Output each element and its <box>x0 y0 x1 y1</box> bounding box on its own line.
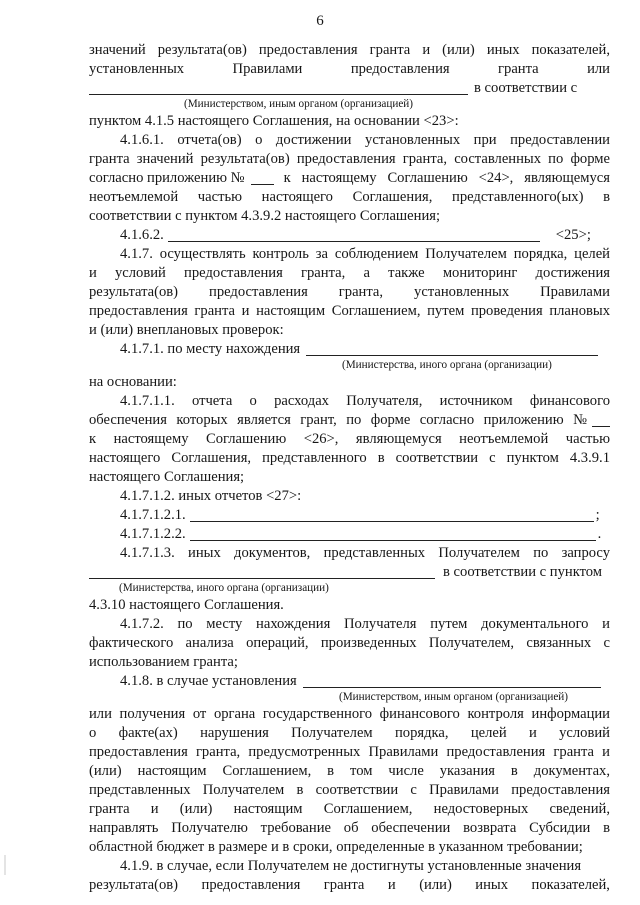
blank-field[interactable] <box>190 527 596 541</box>
text-fragment: 4.1.7.1.2.2. <box>120 526 186 542</box>
text-line: на основании: <box>89 374 177 390</box>
blank-field[interactable] <box>168 228 540 242</box>
text-line <box>89 283 610 302</box>
text-line: настоящего Соглашения; <box>89 469 245 485</box>
text-line: фактического анализа операций, произведенных Получателем, связанных с <box>89 635 610 651</box>
text-fragment: ; <box>595 507 600 523</box>
text-fragment: 4.1.8. в случае установления <box>120 673 297 689</box>
word: иных <box>475 877 509 893</box>
field-caption: (Министерства, иного органа (организации) <box>119 582 329 594</box>
word: предоставления <box>350 61 450 77</box>
text-line: 4.1.7.2. по месту нахождения Получателя путем документального и <box>120 616 610 632</box>
text-fragment: к настоящему Соглашению <24>, являющемуся <box>283 170 610 186</box>
word: (или) <box>419 877 452 893</box>
text-line: использованием гранта; <box>89 654 238 670</box>
text-line: 4.1.7. осуществлять контроль за соблюдением Получателем порядка, целей <box>120 246 610 262</box>
text-fragment: обеспечения которых является грант, по форме согласно приложению № <box>89 412 587 428</box>
text-line: к настоящему Соглашению <26>, являющемуся неотъемлемой частью <box>89 431 610 447</box>
text-line: и условий предоставления гранта, а также мониторинг достижения <box>89 265 610 281</box>
text-fragment: 4.1.6.2. <box>120 227 164 243</box>
field-caption: (Министерством, иным органом (организацией) <box>339 691 568 703</box>
text-fragment: 4.1.7.1. по месту нахождения <box>120 341 301 357</box>
text-line: настоящего Соглашения, представленного в соответствии с пунктом 4.3.9.1 <box>89 450 610 466</box>
word: предоставления <box>209 284 308 300</box>
field-caption: (Министерства, иного органа (организации) <box>342 359 552 371</box>
text-fragment: <25>; <box>555 227 591 243</box>
text-line <box>89 60 610 79</box>
text-line: 4.1.6.1. отчета(ов) о достижении установленных при предоставлении <box>120 132 610 148</box>
blank-field[interactable] <box>89 565 435 579</box>
blank-field[interactable] <box>190 508 594 522</box>
text-line: предоставления гранта и настоящим Соглашением, путем проведения плановых <box>89 303 610 319</box>
word: установленных <box>414 284 510 300</box>
text-line: (или) настоящим Соглашением, в том числе указания в документах, <box>89 763 610 779</box>
text-line: представленных Получателем в соответствии с Правилами предоставления <box>89 782 610 798</box>
text-line <box>89 506 610 525</box>
blank-field[interactable] <box>251 171 274 185</box>
word: Правилами <box>232 61 303 77</box>
text-line: гранта значений результата(ов) предоставления гранта, составленных по форме <box>89 151 610 167</box>
text-fragment: 4.1.7.1.2.1. <box>120 507 186 523</box>
text-line: предоставления гранта, предусмотренных Правилами предоставления гранта и <box>89 744 610 760</box>
text-line: 4.1.9. в случае, если Получателем не достигнуты установленные значения <box>120 858 582 874</box>
text-line: гранта и (или) настоящим Соглашением, недостоверных сведений, <box>89 801 610 817</box>
text-fragment: в соответствии с пунктом <box>443 564 603 580</box>
text-line <box>89 525 610 544</box>
word: гранта <box>498 61 539 77</box>
text-line: соответствии с пунктом 4.3.9.2 настоящего Соглашения; <box>89 208 441 224</box>
text-line <box>89 79 610 98</box>
word: результата(ов) <box>89 284 179 300</box>
word: показателей, <box>531 877 610 893</box>
page-number: 6 <box>316 13 324 29</box>
text-line <box>89 169 610 188</box>
text-line: 4.1.7.1.2. иных отчетов <27>: <box>120 488 302 504</box>
text-line: и (или) внеплановых проверок: <box>89 322 284 338</box>
blank-field[interactable] <box>592 413 610 427</box>
text-line <box>89 672 610 691</box>
word: установленных <box>89 61 185 77</box>
text-line <box>89 876 610 895</box>
scan-edge-mark <box>4 855 6 875</box>
blank-field[interactable] <box>306 342 598 356</box>
text-fragment: в соответствии с <box>474 80 578 96</box>
text-line: о факте(ах) нарушения Получателем порядка, целей и условий <box>89 725 610 741</box>
blank-field[interactable] <box>89 81 468 95</box>
text-line: значений результата(ов) предоставления гранта и (или) иных показателей, <box>89 42 610 58</box>
word: предоставления <box>201 877 301 893</box>
blank-field[interactable] <box>303 674 601 688</box>
text-line: 4.1.7.1.1. отчета о расходах Получателя, источником финансового <box>120 393 610 409</box>
text-line: направлять Получателю требование об обеспечении возврата Субсидии в <box>89 820 610 836</box>
text-line: 4.3.10 настоящего Соглашения. <box>89 597 284 613</box>
text-line <box>89 411 610 430</box>
word: Правилами <box>540 284 610 300</box>
word: гранта, <box>338 284 384 300</box>
text-line <box>89 563 610 582</box>
text-line: или получения от органа государственного финансового контроля информации <box>89 706 610 722</box>
word: или <box>587 61 610 77</box>
text-line: пунктом 4.1.5 настоящего Соглашения, на основании <23>: <box>89 113 459 129</box>
text-line <box>89 340 610 359</box>
text-fragment: . <box>597 526 602 542</box>
text-fragment: согласно приложению № <box>89 170 245 186</box>
word: и <box>387 877 396 893</box>
word: результата(ов) <box>89 877 179 893</box>
word: гранта <box>323 877 365 893</box>
field-caption: (Министерством, иным органом (организацией) <box>184 98 413 110</box>
text-line <box>89 226 610 245</box>
text-line: неотъемлемой частью настоящего Соглашения, представленного(ых) в <box>89 189 610 205</box>
document-body <box>89 41 610 895</box>
text-line: 4.1.7.1.3. иных документов, представленных Получателем по запросу <box>120 545 610 561</box>
text-line: областной бюджет в размере и в сроки, определенные в указанном требовании; <box>89 839 583 855</box>
